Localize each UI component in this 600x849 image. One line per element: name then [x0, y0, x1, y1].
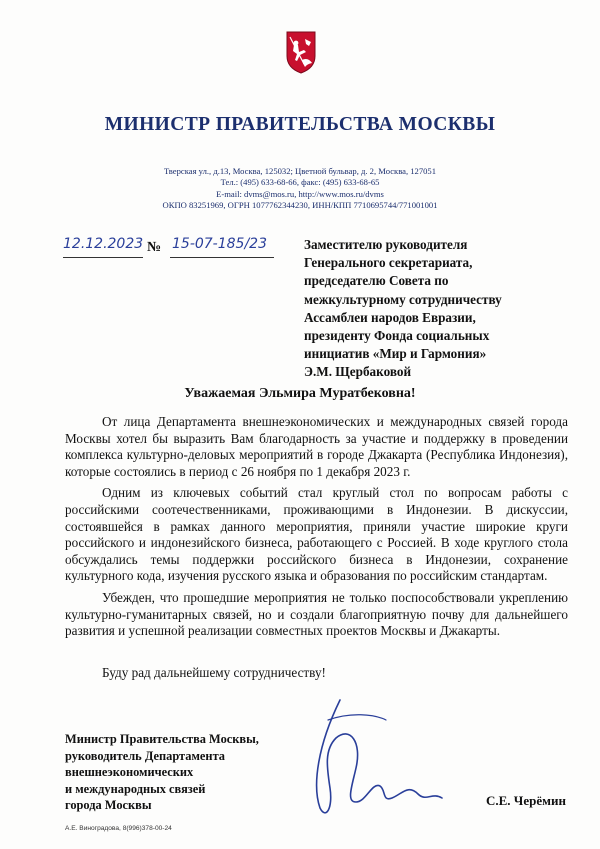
ministry-contacts [150, 166, 450, 212]
position-line: руководитель Департамента [65, 748, 226, 763]
recipient-line: межкультурному сотрудничеству [304, 291, 502, 307]
handwritten-signature-icon [300, 690, 460, 830]
body-paragraph: Одним из ключевых событий стал круглый стол по вопросам работы с российскими соотечественниками, проживающими в Индонезии. В дискуссии, состоявшейся в рамках данного мероприятия, приняли участие широкие круги российского и индонезийского бизнеса, работающего с Россией. В ходе круглого стола обсуждались темы поддержки российского бизнеса в Индонезии, сохранение культурного кода, изучения русского языка и образования по российским стандартам. [65, 485, 568, 584]
signatory-position [65, 731, 259, 814]
position-line: города Москвы [65, 798, 152, 813]
recipient-line: президенту Фонда социальных [304, 328, 490, 344]
closing-line: Буду рад дальнейшему сотрудничеству! [102, 665, 326, 680]
body-paragraph: Убежден, что прошедшие мероприятия не только поспособствовали укреплению культурно-гуманитарных связей, но и создали благоприятную почву для дальнейшего развития и успешной реализации совместных проектов Москвы и Джакарты. [65, 589, 568, 639]
position-line: внешнеэкономических [65, 765, 194, 780]
handwritten-date: 12.12.2023 [63, 236, 144, 252]
recipient-block [304, 236, 502, 382]
recipient-line: Заместителю руководителя [304, 237, 468, 252]
signer-name: С.Е. Черёмин [486, 793, 566, 808]
recipient-line: Ассамблеи народов Евразии, [304, 309, 476, 325]
letter-body [65, 414, 568, 645]
greeting: Уважаемая Эльмира Муратбековна! [184, 386, 416, 401]
position-line: и международных связей [65, 781, 206, 796]
email-line: E-mail: dvms@mos.ru, http://www.mos.ru/dvms [216, 188, 384, 199]
body-paragraph: От лица Департамента внешнеэкономических и международных связей города Москвы хотел бы выразить Вам благодарность за участие и поддержку в проведении комплекса культурно-деловых мероприятий в городе Джакарта (Республика Индонезия), которые состоялись в период с 26 ноября по 1 декабря 2023 г. [65, 414, 568, 479]
handwritten-reg-number: 15-07-185/23 [172, 236, 267, 252]
date-underline [63, 257, 143, 258]
moscow-coat-of-arms-icon [285, 30, 317, 74]
address-line: Тверская ул., д.13, Москва, 125032; Цветной бульвар, д. 2, Москва, 127051 [163, 166, 437, 176]
number-underline [170, 257, 274, 258]
recipient-line: Генерального секретариата, [304, 255, 473, 271]
number-label: № [147, 240, 162, 255]
phone-line: Тел.: (495) 633-68-66, факс: (495) 633-68-65 [220, 177, 380, 188]
ministry-title: МИНИСТР ПРАВИТЕЛЬСТВА МОСКВЫ [104, 114, 496, 135]
recipient-line: председателю Совета по [304, 273, 449, 289]
executor-footer: А.Е. Виноградова, 8(996)378-00-24 [65, 825, 172, 832]
recipient-line: инициатив «Мир и Гармония» [304, 346, 487, 362]
recipient-name: Э.М. Щербаковой [304, 364, 412, 380]
position-line: Министр Правительства Москвы, [65, 732, 259, 746]
registry-codes-line: ОКПО 83251969, ОГРН 1077762344230, ИНН/КПП 7710695744/771001001 [162, 200, 438, 211]
